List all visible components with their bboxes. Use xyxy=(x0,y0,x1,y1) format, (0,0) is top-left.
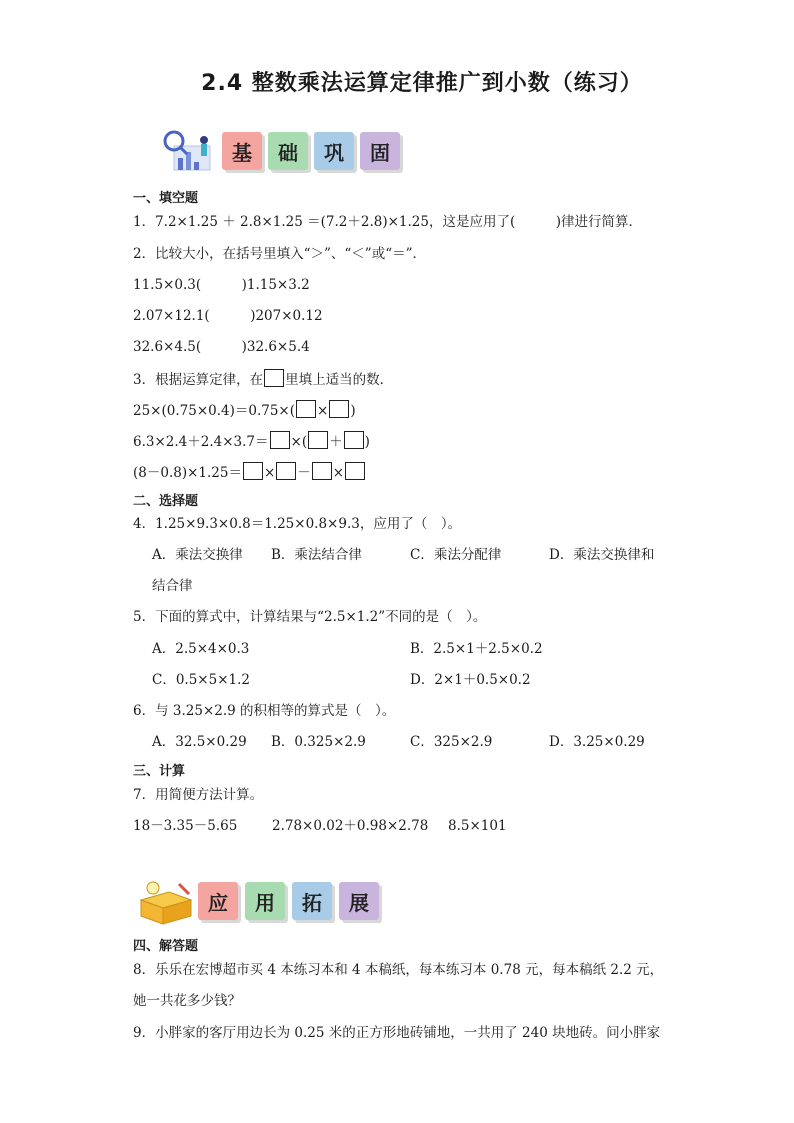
times-sign: × xyxy=(263,465,276,481)
question-3-stem-a: 3．根据运算定律，在 xyxy=(133,372,264,388)
question-5-option-c[interactable]: C．0.5×5×1.2 xyxy=(152,672,250,688)
answer-box[interactable] xyxy=(276,462,296,480)
banner-tile-1: 基 xyxy=(222,132,262,170)
question-4-stem: 4．1.25×9.3×0.8＝1.25×0.8×9.3，应用了（ ）。 xyxy=(133,516,462,532)
answer-box[interactable] xyxy=(296,400,316,418)
question-5-option-b[interactable]: B．2.5×1＋2.5×0.2 xyxy=(410,641,543,657)
question-7-item-2: 2.78×0.02＋0.98×2.78 xyxy=(272,818,429,834)
question-9-line-1: 9．小胖家的客厅用边长为 0.25 米的正方形地砖铺地，一共用了 240 块地砖。问小胖家 xyxy=(133,1025,661,1041)
paren: ) xyxy=(350,403,356,419)
magnifier-chart-icon xyxy=(160,128,216,178)
answer-box[interactable] xyxy=(312,462,332,480)
answer-box[interactable] xyxy=(345,462,365,480)
plus-sign: ＋ xyxy=(329,434,343,450)
banner2-tile-1: 应 xyxy=(198,882,238,920)
minus-sign: － xyxy=(297,465,311,481)
question-5-option-d[interactable]: D．2×1＋0.5×0.2 xyxy=(410,672,531,688)
banner-tile-4: 固 xyxy=(360,132,400,170)
question-8-line-2: 她一共花多少钱？ xyxy=(133,993,241,1009)
question-3-line-3 xyxy=(133,462,366,482)
question-6-stem: 6．与 3.25×2.9 的积相等的算式是（ ）。 xyxy=(133,703,396,719)
question-2-item-3: 32.6×4.5( )32.6×5.4 xyxy=(133,339,310,355)
banner-tile-2: 础 xyxy=(268,132,308,170)
question-4-option-a[interactable]: A．乘法交换律 xyxy=(152,547,243,563)
answer-box[interactable] xyxy=(308,431,328,449)
question-3-stem xyxy=(133,369,393,389)
answer-box[interactable] xyxy=(243,462,263,480)
paren: ) xyxy=(364,434,370,450)
banner-extension xyxy=(134,878,404,928)
answer-box[interactable] xyxy=(264,369,284,387)
expr-text: 25×(0.75×0.4)＝0.75×( xyxy=(133,403,295,419)
banner-tile-3: 巩 xyxy=(314,132,354,170)
times-sign: × xyxy=(290,434,302,450)
treasure-box-icon xyxy=(134,878,196,928)
answer-box[interactable] xyxy=(270,431,290,449)
answer-box[interactable] xyxy=(329,400,349,418)
banner2-tile-2: 用 xyxy=(245,882,285,920)
expr-text: (8－0.8)×1.25＝ xyxy=(133,465,242,481)
answer-box[interactable] xyxy=(344,431,364,449)
question-8-line-1: 8．乐乐在宏博超市买 4 本练习本和 4 本稿纸，每本练习本 0.78 元，每本稿纸 2.2 元， xyxy=(133,962,664,978)
question-7-item-3: 8.5×101 xyxy=(448,818,507,834)
question-6-option-b[interactable]: B．0.325×2.9 xyxy=(271,734,366,750)
question-2-stem: 2．比较大小，在括号里填入“＞”、“＜”或“＝”． xyxy=(133,246,426,262)
question-5-stem: 5．下面的算式中，计算结果与“2.5×1.2”不同的是（ ）。 xyxy=(133,609,487,625)
question-5-option-a[interactable]: A．2.5×4×0.3 xyxy=(152,641,250,657)
section-calculation: 三、计算 xyxy=(133,764,186,779)
question-6-option-c[interactable]: C．325×2.9 xyxy=(410,734,493,750)
question-3-line-1 xyxy=(133,400,356,420)
question-1: 1．7.2×1.25 ＋ 2.8×1.25 ＝(7.2＋2.8)×1.25，这是应用了( )律进行简算． xyxy=(133,214,643,230)
banner-basic xyxy=(160,128,400,178)
paren: ( xyxy=(301,434,308,450)
question-4-option-d[interactable]: D．乘法交换律和 xyxy=(549,547,655,563)
section-solve: 四、解答题 xyxy=(133,939,199,954)
question-4-option-c[interactable]: C．乘法分配律 xyxy=(410,547,502,563)
times-sign: × xyxy=(317,403,329,419)
question-6-option-d[interactable]: D．3.25×0.29 xyxy=(549,734,645,750)
question-3-line-2 xyxy=(133,431,370,451)
question-4-option-d-wrap: 结合律 xyxy=(152,578,193,594)
question-3-stem-b: 里填上适当的数． xyxy=(285,372,394,388)
page-title: 2.4 整数乘法运算定律推广到小数（练习） xyxy=(201,71,643,96)
expr-text: 6.3×2.4＋2.4×3.7＝ xyxy=(133,434,269,450)
question-6-option-a[interactable]: A．32.5×0.29 xyxy=(152,734,247,750)
question-4-option-b[interactable]: B．乘法结合律 xyxy=(271,547,362,563)
banner2-tile-3: 拓 xyxy=(292,882,332,920)
times-sign: × xyxy=(332,465,345,481)
question-7-item-1: 18－3.35－5.65 xyxy=(133,818,238,834)
banner2-tile-4: 展 xyxy=(339,882,379,920)
question-2-item-1: 11.5×0.3( )1.15×3.2 xyxy=(133,277,310,293)
section-choice: 二、选择题 xyxy=(133,494,199,509)
question-2-item-2: 2.07×12.1( )207×0.12 xyxy=(133,308,323,324)
section-fill-blank: 一、填空题 xyxy=(133,191,199,206)
question-7-stem: 7．用简便方法计算。 xyxy=(133,787,264,803)
